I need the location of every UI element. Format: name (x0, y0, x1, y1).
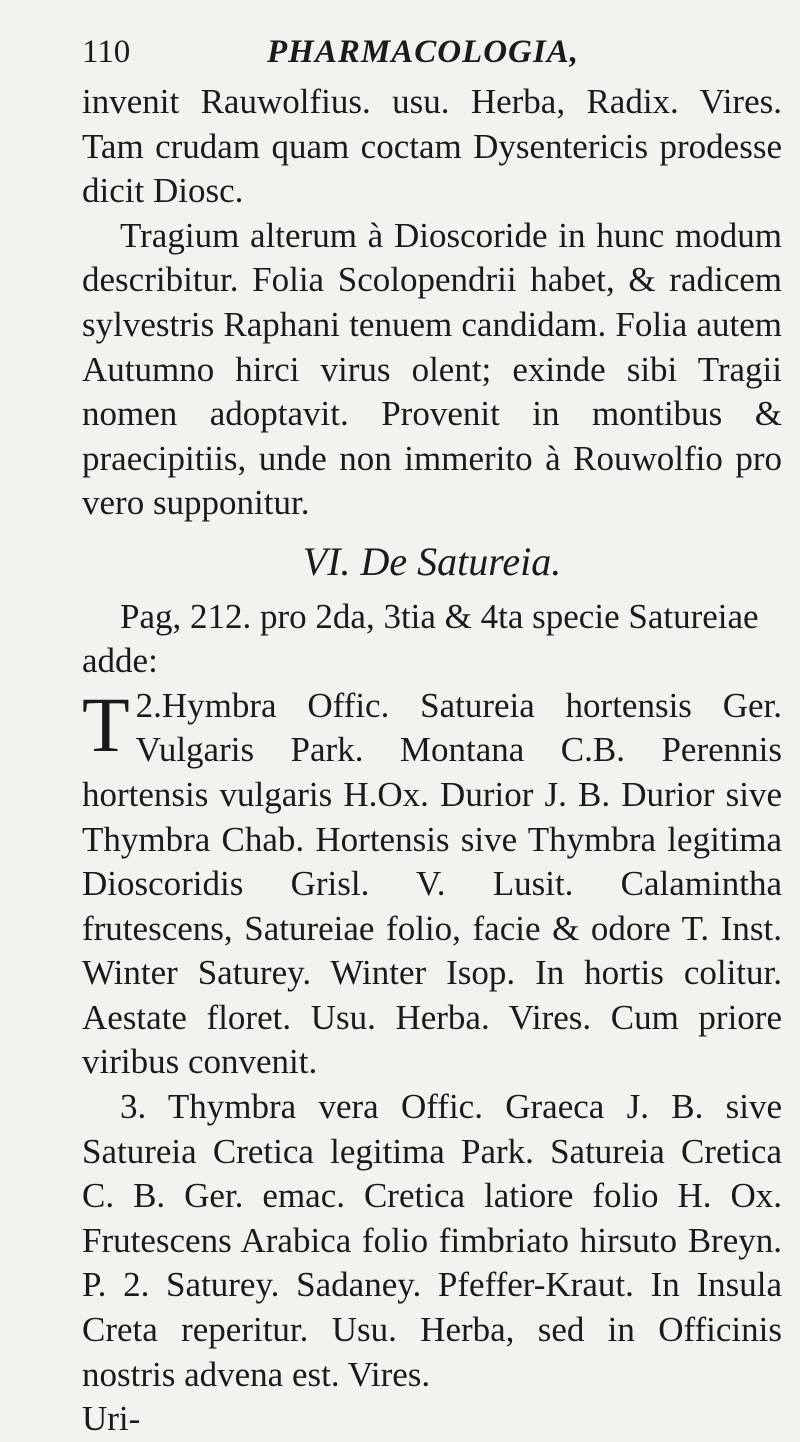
entry-thymbra-vera: 3. Thymbra vera Offic. Graeca J. B. sive Satureia Cretica legitima Park. Satureia Cretica C. B. Ger. emac. Cretica latiore folio H. Ox. Frutescens Arabica folio fimbriato hirsuto Breyn. P. 2. Saturey. Sadaney. Pfeffer-Kraut. In Insula Creta reperitur. Usu. Herba, sed in Officinis nostris advena est. Vires. (82, 1087, 782, 1394)
entry-text: Hymbra Offic. Satureia hortensis Ger. Vulgaris Park. Montana C.B. Perennis hortensis vulgaris H.Ox. Durior J. B. Durior sive Thymbra Chab. Hortensis sive Thymbra legitima Dioscoridis Grisl. V. Lusit. Calamintha frutescens, Satureiae folio, facie & odore T. Inst. Winter Saturey. Winter Isop. In hortis colitur. Aestate floret. Usu. Herba. Vires. Cum priore viribus convenit. (82, 685, 782, 1082)
page-header (82, 34, 772, 84)
catchword: Uri- (82, 1399, 141, 1439)
drop-cap: T (82, 680, 130, 768)
entry-thymbra-officinalis (82, 680, 782, 1085)
paragraph-tragium: Tragium alterum à Dioscoride in hunc modum describitur. Folia Scolopendrii habet, & radicem sylvestris Raphani tenuem candidam. Folia autem Autumno hirci virus olent; exinde sibi Tragii nomen adoptavit. Provenit in montibus & praecipitiis, unde non immerito à Rouwolfio pro vero supponitur. (82, 215, 782, 523)
section-heading: VI. De Satureia. (302, 538, 562, 584)
page-number: 110 (82, 34, 131, 70)
running-head: PHARMACOLOGIA, (267, 34, 579, 70)
paragraph-rauwolfius: invenit Rauwolfius. usu. Herba, Radix. Vires. Tam crudam quam coctam Dysentericis prodesse dicit Diosc. (82, 82, 782, 211)
entry-number: 2. (135, 685, 162, 725)
page-body (82, 80, 782, 1442)
section-intro: Pag, 212. pro 2da, 3tia & 4ta specie Satureiae (120, 596, 759, 636)
section-intro-adde: adde: (82, 641, 158, 681)
